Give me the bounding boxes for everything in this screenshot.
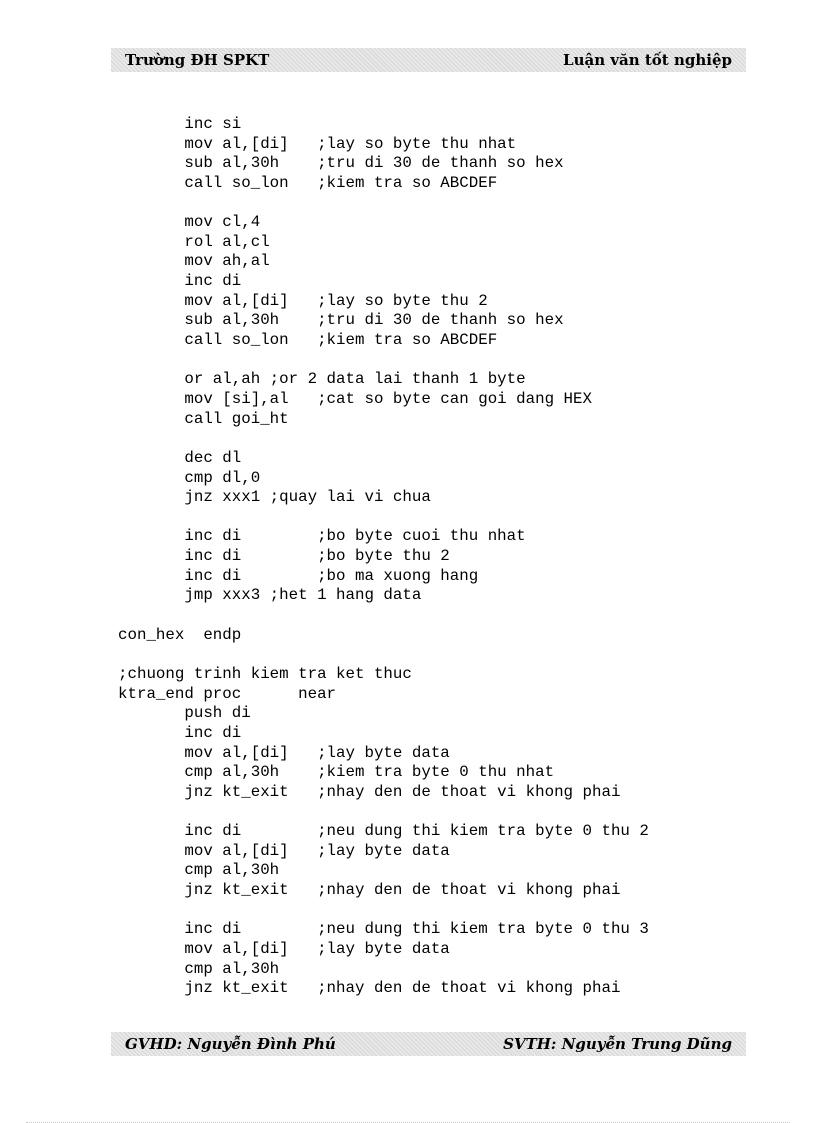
- code-line: con_hex endp: [118, 625, 242, 644]
- code-line: mov al,[di] ;lay byte data: [118, 939, 450, 958]
- code-line: jmp xxx3 ;het 1 hang data: [118, 586, 422, 605]
- footer-student: SVTH: Nguyễn Trung Dũng: [503, 1035, 732, 1053]
- code-line: cmp al,30h: [118, 959, 280, 978]
- code-line: mov cl,4: [118, 213, 261, 232]
- code-line: jnz kt_exit ;nhay den de thoat vi khong phai: [118, 880, 621, 899]
- code-line: dec dl: [118, 448, 242, 467]
- code-line: inc di ;bo byte thu 2: [118, 547, 450, 566]
- code-line: mov al,[di] ;lay so byte thu nhat: [118, 134, 517, 153]
- page-header: [111, 48, 746, 72]
- code-line: [118, 194, 738, 214]
- header-school: Trường ĐH SPKT: [125, 51, 270, 69]
- code-line: push di: [118, 704, 251, 723]
- code-line: ktra_end proc near: [118, 684, 337, 703]
- footer-advisor: GVHD: Nguyễn Đình Phú: [125, 1035, 336, 1053]
- code-line: sub al,30h ;tru di 30 de thanh so hex: [118, 311, 564, 330]
- code-line: call so_lon ;kiem tra so ABCDEF: [118, 331, 498, 350]
- code-listing: [118, 115, 738, 999]
- page-footer: [111, 1032, 746, 1056]
- code-line: jnz kt_exit ;nhay den de thoat vi khong phai: [118, 979, 621, 998]
- code-line: mov [si],al ;cat so byte can goi dang HEX: [118, 389, 592, 408]
- code-line: mov ah,al: [118, 252, 270, 271]
- code-line: call goi_ht: [118, 409, 289, 428]
- code-line: [118, 645, 738, 665]
- code-line: [118, 351, 738, 371]
- code-line: inc di ;neu dung thi kiem tra byte 0 thu 2: [118, 822, 649, 841]
- code-line: inc di ;bo byte cuoi thu nhat: [118, 527, 526, 546]
- code-line: mov al,[di] ;lay so byte thu 2: [118, 291, 488, 310]
- code-line: inc di: [118, 272, 242, 291]
- code-line: mov al,[di] ;lay byte data: [118, 743, 450, 762]
- code-line: sub al,30h ;tru di 30 de thanh so hex: [118, 154, 564, 173]
- code-line: cmp dl,0: [118, 468, 261, 487]
- code-line: inc di: [118, 723, 242, 742]
- code-line: [118, 429, 738, 449]
- code-line: cmp al,30h: [118, 861, 280, 880]
- code-line: [118, 606, 738, 626]
- code-line: [118, 508, 738, 528]
- code-line: [118, 802, 738, 822]
- header-doc-type: Luận văn tốt nghiệp: [563, 51, 732, 69]
- code-line: cmp al,30h ;kiem tra byte 0 thu nhat: [118, 763, 555, 782]
- code-line: or al,ah ;or 2 data lai thanh 1 byte: [118, 370, 526, 389]
- code-line: inc si: [118, 115, 242, 133]
- code-line: inc di ;bo ma xuong hang: [118, 566, 479, 585]
- code-line: mov al,[di] ;lay byte data: [118, 841, 450, 860]
- code-line: ;chuong trinh kiem tra ket thuc: [118, 664, 412, 683]
- code-line: rol al,cl: [118, 232, 270, 251]
- code-line: jnz xxx1 ;quay lai vi chua: [118, 488, 431, 507]
- code-line: call so_lon ;kiem tra so ABCDEF: [118, 173, 498, 192]
- code-line: [118, 901, 738, 921]
- code-line: jnz kt_exit ;nhay den de thoat vi khong phai: [118, 782, 621, 801]
- code-line: inc di ;neu dung thi kiem tra byte 0 thu 3: [118, 920, 649, 939]
